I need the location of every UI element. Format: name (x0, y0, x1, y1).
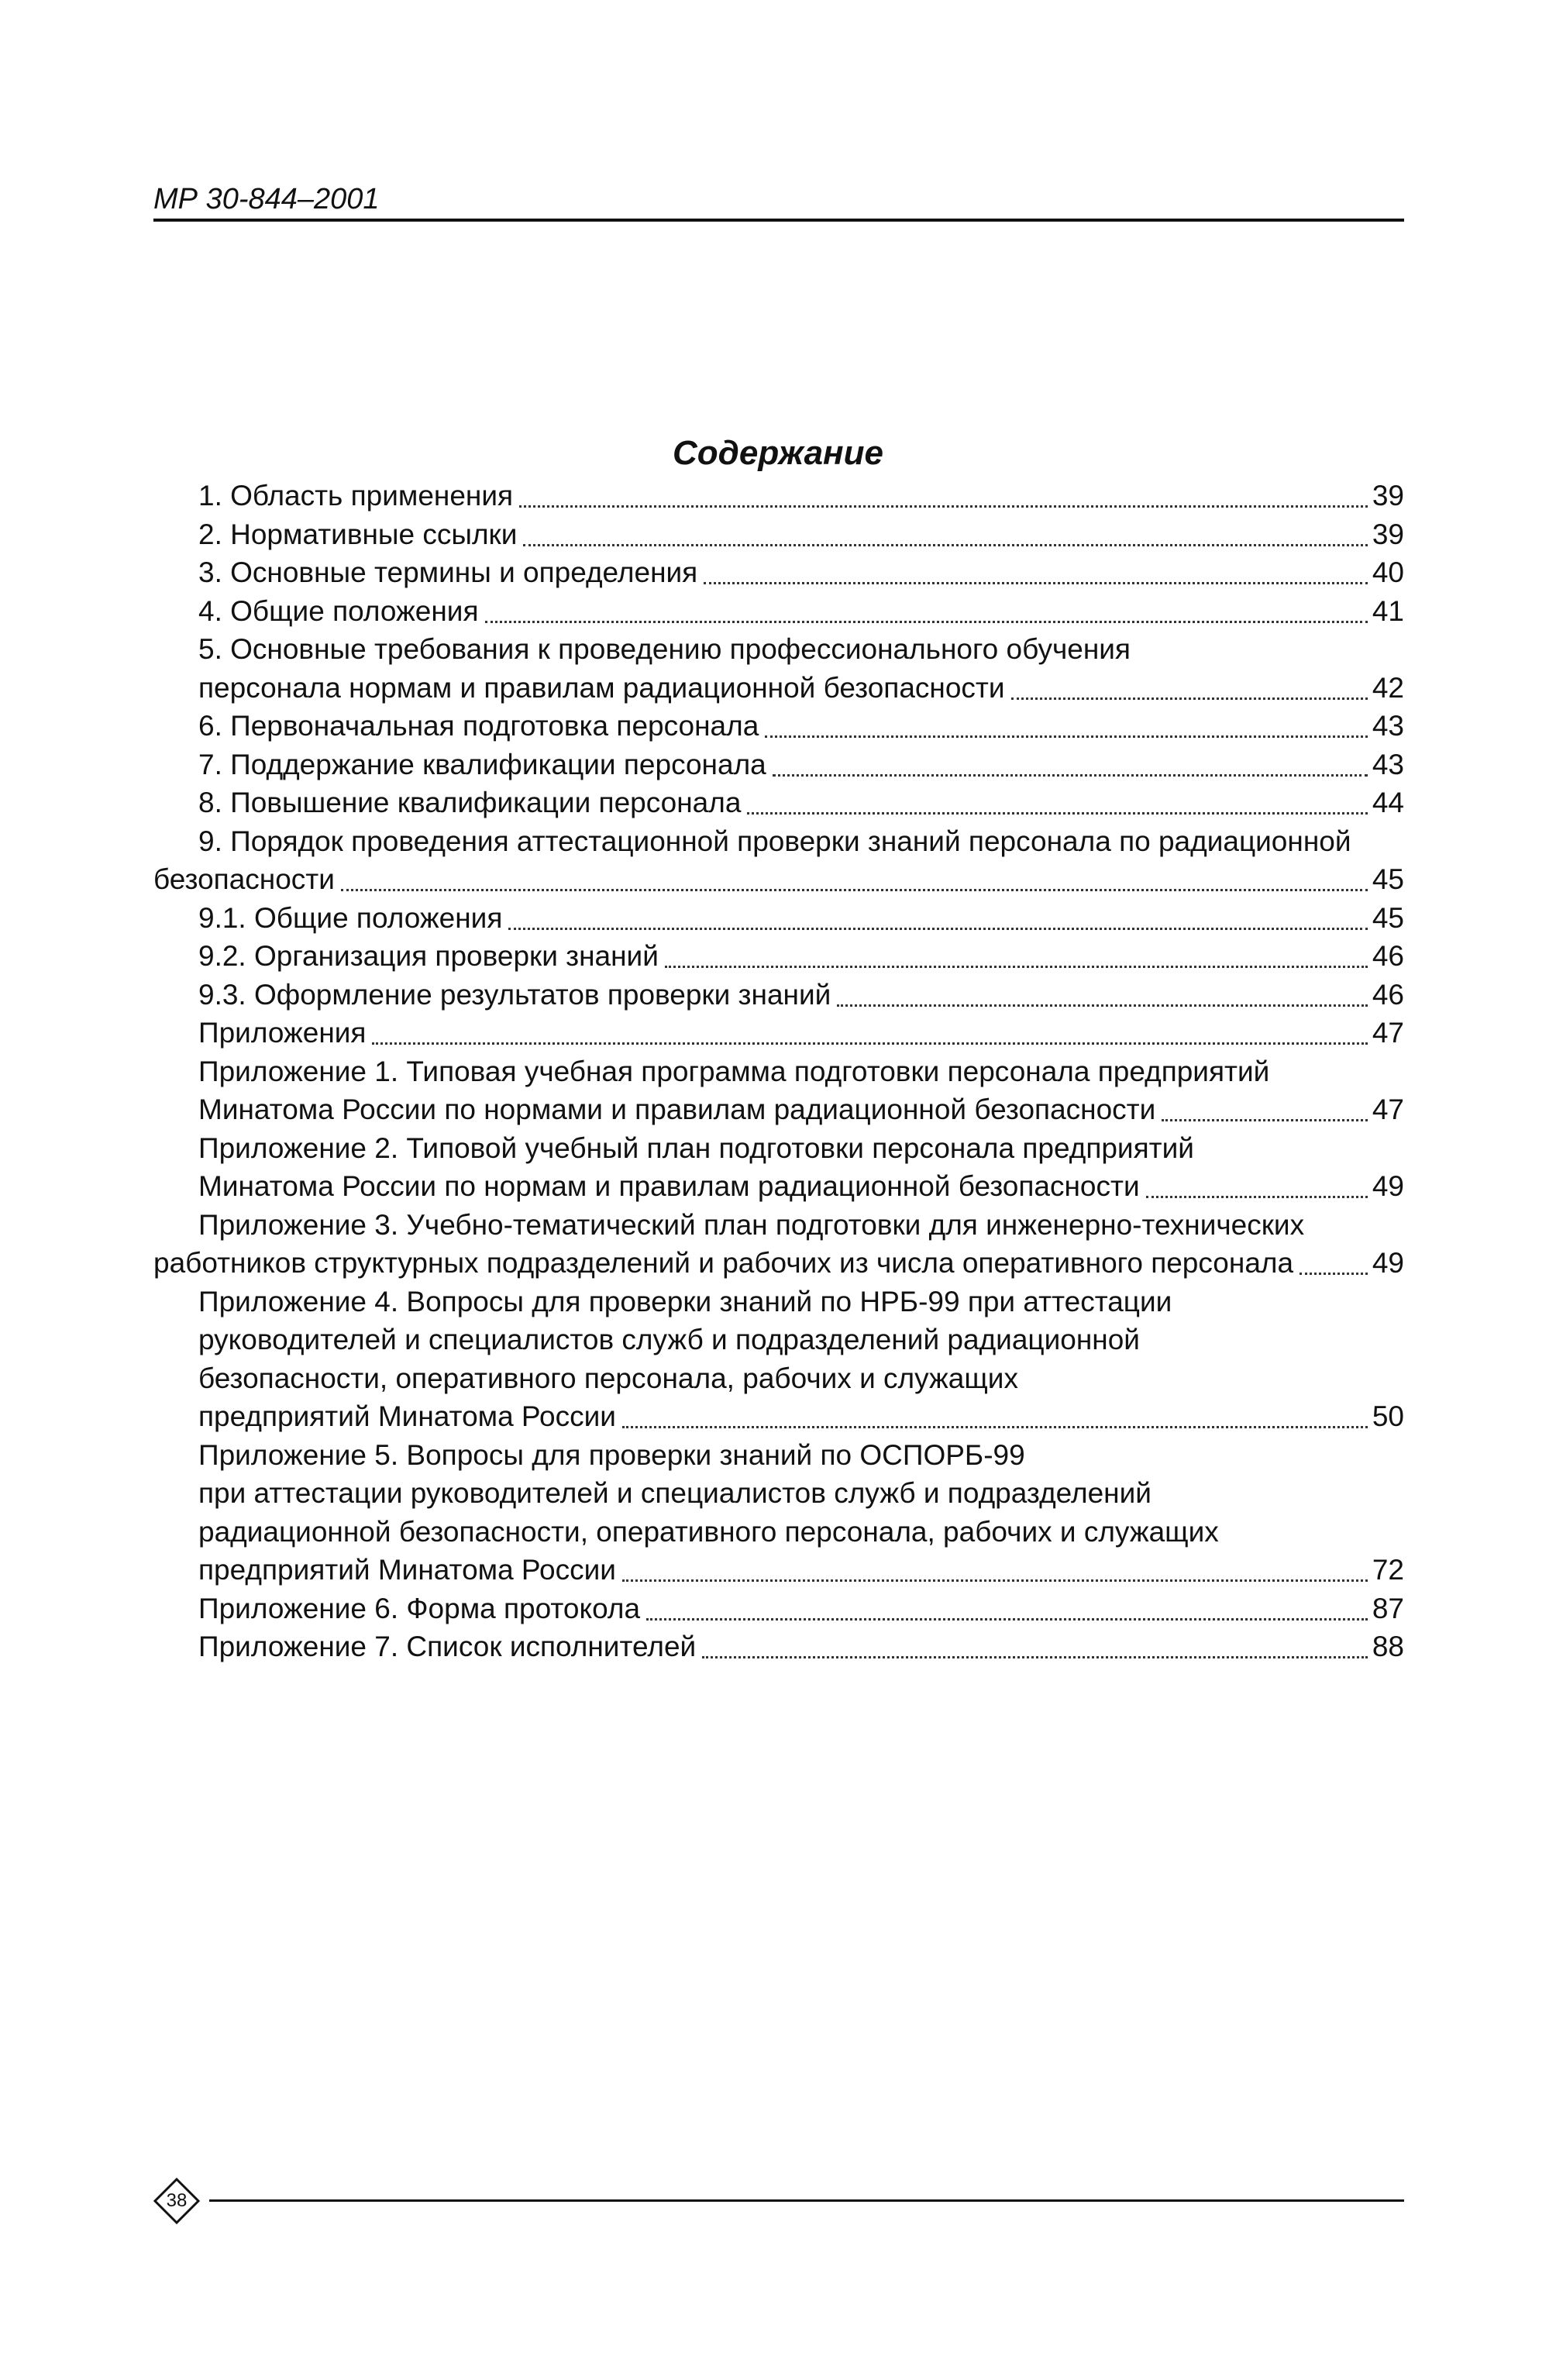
toc-entry-text: 1. Область применения (198, 480, 514, 511)
dot-leader (622, 1426, 1368, 1428)
toc-page-number: 40 (1372, 556, 1404, 588)
dot-leader (765, 735, 1368, 738)
toc-entry-text: Приложение 6. Форма протокола (198, 1592, 641, 1624)
document-code: МР 30-844–2001 (153, 183, 380, 215)
toc-page-number: 41 (1372, 594, 1404, 627)
toc-entry-text: 9. Порядок проведения аттестационной проверки знаний персонала по радиационной (198, 825, 1351, 857)
dot-leader (1162, 1119, 1368, 1121)
dot-leader (702, 1656, 1368, 1658)
toc-entry (153, 1359, 1404, 1398)
toc-entry-text: 9.1. Общие положения (198, 901, 503, 934)
header-rule (153, 219, 1404, 222)
toc-page-number: 43 (1372, 710, 1404, 742)
toc-entry-text: Приложения (198, 1017, 367, 1049)
toc-entry-text: 9.2. Организация проверки знаний (198, 940, 659, 972)
toc-entry-text: при аттестации руководителей и специалистов служб и подразделений (198, 1477, 1152, 1509)
toc-entry (153, 630, 1404, 669)
dot-leader (508, 928, 1367, 930)
dot-leader (1300, 1273, 1368, 1275)
footer-rule (209, 2199, 1404, 2202)
toc-entry-text: 7. Поддержание квалификации персонала (198, 748, 766, 780)
dot-leader (372, 1042, 1367, 1045)
toc-entry (153, 1474, 1404, 1513)
toc-entry (153, 784, 1404, 822)
toc-page-number: 87 (1372, 1592, 1404, 1624)
toc-entry-text: персонала нормам и правилам радиационной безопасности (198, 671, 1005, 704)
toc-page-number: 46 (1372, 978, 1404, 1011)
toc-entry (153, 1283, 1404, 1321)
toc-entry-text: Минатома России по нормам и правилам радиационной безопасности (198, 1170, 1140, 1202)
toc-entry (153, 669, 1404, 708)
toc-entry-text: предприятий Минатома России (198, 1400, 616, 1432)
toc-entry (153, 477, 1404, 515)
toc-page-number: 39 (1372, 518, 1404, 550)
toc-page-number: 45 (1372, 863, 1404, 895)
toc-entry (153, 746, 1404, 784)
toc-entry-text: безопасности, оперативного персонала, рабочих и служащих (198, 1362, 1018, 1394)
toc-entry-text: работников структурных подразделений и рабочих из числа оперативного персонала (153, 1247, 1294, 1279)
dot-leader (485, 621, 1368, 623)
toc-entry (153, 1129, 1404, 1168)
toc-entry (153, 937, 1404, 976)
toc-entry (153, 553, 1404, 592)
toc-page-number: 47 (1372, 1017, 1404, 1049)
toc-page-number: 49 (1372, 1170, 1404, 1202)
dot-leader (523, 544, 1367, 546)
toc-entry-text: 5. Основные требования к проведению профессионального обучения (198, 633, 1131, 665)
toc-page-number: 47 (1372, 1094, 1404, 1125)
dot-leader (1011, 697, 1368, 700)
toc-entry (153, 1551, 1404, 1590)
toc-entry-text: безопасности (153, 863, 335, 895)
toc-page-number: 50 (1372, 1400, 1404, 1432)
toc-entry (153, 707, 1404, 746)
toc-entry-text: Приложение 5. Вопросы для проверки знаний по ОСПОРБ-99 (198, 1438, 1025, 1471)
toc-entry-text: 4. Общие положения (198, 594, 479, 627)
toc-entry-text: 9.3. Оформление результатов проверки знаний (198, 978, 831, 1011)
dot-leader (341, 889, 1368, 891)
toc-page-number: 72 (1372, 1554, 1404, 1586)
toc-entry (153, 1052, 1404, 1091)
dot-leader (519, 505, 1368, 508)
toc-entry (153, 1206, 1404, 1245)
page-number: 38 (166, 2190, 188, 2211)
toc-page-number: 42 (1372, 671, 1404, 704)
toc-entry (153, 860, 1404, 899)
toc-entry (153, 1513, 1404, 1552)
toc-page-number: 43 (1372, 748, 1404, 780)
toc-entry (153, 1090, 1404, 1129)
toc-entry-text: руководителей и специалистов служб и подразделений радиационной (198, 1324, 1140, 1355)
toc-page-number: 45 (1372, 901, 1404, 934)
dot-leader (837, 1004, 1368, 1007)
toc-entry (153, 1244, 1404, 1283)
dot-leader (747, 812, 1367, 815)
toc-page-number: 44 (1372, 787, 1404, 818)
toc-page-number: 88 (1372, 1631, 1404, 1662)
toc-title: Содержание (673, 434, 883, 472)
toc-entry (153, 1627, 1404, 1666)
toc-entry (153, 1397, 1404, 1436)
toc-page-number: 49 (1372, 1247, 1404, 1279)
toc-entry (153, 1014, 1404, 1052)
toc-entry (153, 899, 1404, 938)
toc-entry-text: 8. Повышение квалификации персонала (198, 787, 742, 818)
toc-entry-text: Приложение 4. Вопросы для проверки знаний по НРБ-99 при аттестации (198, 1285, 1172, 1317)
toc-entry-text: Минатома России по нормами и правилам радиационной безопасности (198, 1094, 1156, 1125)
toc-entry (153, 1436, 1404, 1475)
dot-leader (646, 1618, 1368, 1621)
toc-entry (153, 822, 1404, 861)
toc-entry (153, 592, 1404, 631)
toc-entry-text: Приложение 1. Типовая учебная программа подготовки персонала предприятий (198, 1055, 1270, 1087)
toc-entry-text: радиационной безопасности, оперативного персонала, рабочих и служащих (198, 1515, 1219, 1548)
dot-leader (1146, 1196, 1368, 1198)
toc-page-number: 39 (1372, 480, 1404, 511)
dot-leader (622, 1579, 1368, 1582)
toc-entry-text: Приложение 3. Учебно-тематический план подготовки для инженерно-технических (198, 1208, 1305, 1241)
page-number-badge (153, 2177, 201, 2225)
toc-entry (153, 1590, 1404, 1628)
toc-entry (153, 515, 1404, 554)
toc-entry (153, 1321, 1404, 1359)
toc-entry-text: 3. Основные термины и определения (198, 556, 698, 588)
toc-entry-text: Приложение 7. Список исполнителей (198, 1631, 697, 1662)
toc-entry-text: Приложение 2. Типовой учебный план подготовки персонала предприятий (198, 1131, 1194, 1164)
toc-page-number: 46 (1372, 940, 1404, 972)
dot-leader (773, 774, 1368, 777)
dot-leader (704, 582, 1368, 584)
table-of-contents (153, 477, 1404, 1666)
dot-leader (665, 966, 1368, 968)
toc-entry-text: 6. Первоначальная подготовка персонала (198, 710, 759, 742)
toc-entry (153, 976, 1404, 1014)
toc-entry (153, 1167, 1404, 1206)
toc-entry-text: 2. Нормативные ссылки (198, 518, 518, 550)
toc-entry-text: предприятий Минатома России (198, 1554, 616, 1586)
